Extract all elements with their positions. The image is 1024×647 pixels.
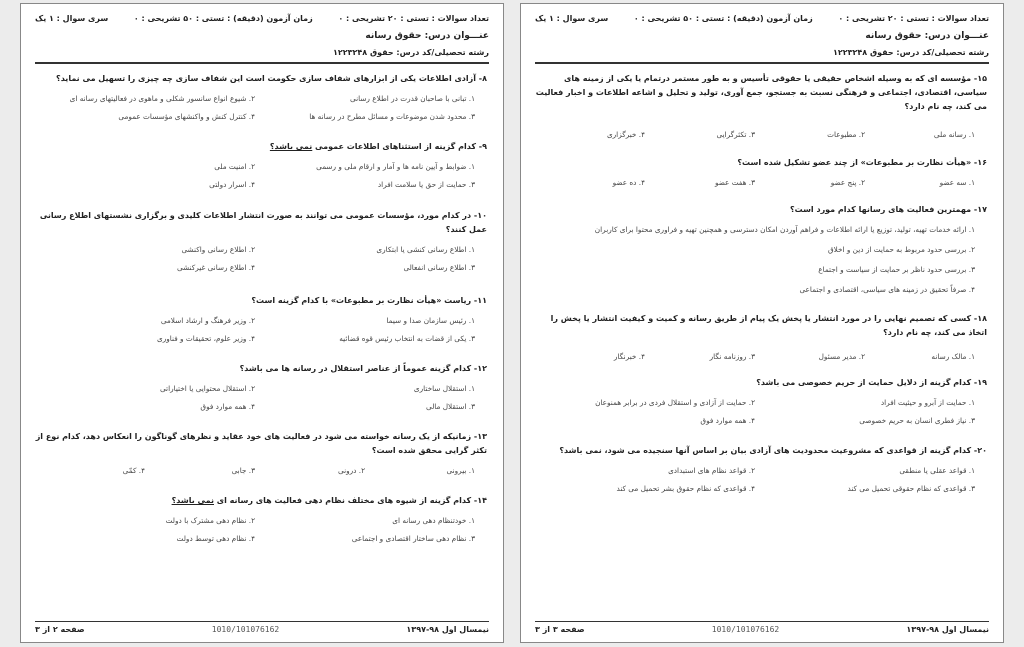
question-15 bbox=[535, 72, 987, 142]
question-text: ۱۱- ریاست «هیأت نظارت بر مطبوعات» با کدام گزینه است؟ bbox=[251, 296, 487, 305]
question-text: ۱۳- زمانیکه از یک رسانه خواسته می شود در فعالیت های خود عقاید و نظرهای گوناگون را انعکاس دهد، کدام نوع از تکثر گرایی محقق شده است؟ bbox=[35, 432, 487, 455]
question-10 bbox=[35, 209, 487, 275]
option-4[interactable]: ۴. همه موارد فوق bbox=[200, 402, 255, 411]
option-4[interactable]: ۴. کمّی bbox=[122, 466, 145, 475]
question-text: ۹- کدام گزینه از استثناهای اطلاعات عمومی نمی باشد؟ bbox=[269, 142, 487, 151]
exam-time: زمان آزمون (دقیقه) : تستی : ۵۰ تشریحی : ۰ bbox=[133, 14, 313, 23]
question-text: ۱۵- مؤسسه ای که به وسیله اشخاص حقیقی یا حقوقی تأسیس و به طور مستمر درتمام یا یکی از زمینه های سیاسی، اقتصادی، اجتماعی و فرهنگی نسبت به جستجو، جمع آوری، تولید و تحلیل و اشاعه اطلاعات و اخبار فعالیت می کند، چه نام دارد؟ bbox=[535, 74, 987, 111]
option-1[interactable]: ۱. ضوابط و آیین نامه ها و آمار و ارقام ملی و رسمی bbox=[316, 162, 475, 171]
page-number: صفحه ۳ از ۳ bbox=[535, 624, 585, 634]
option-3[interactable]: ۳. استقلال مالی bbox=[425, 402, 475, 411]
option-1[interactable]: ۱. رسانه ملی bbox=[933, 130, 975, 139]
question-series: سری سوال : ۱ یک bbox=[535, 14, 609, 23]
option-3[interactable]: ۳. یکی از قضات به انتخاب رئیس قوه قضائیه bbox=[339, 334, 475, 343]
exam-page-3 bbox=[520, 3, 1004, 643]
page-number: صفحه ۲ از ۳ bbox=[35, 624, 85, 634]
question-text: ۱۶- «هیأت نظارت بر مطبوعات» از چند عضو تشکیل شده است؟ bbox=[737, 158, 987, 167]
option-2[interactable]: ۲. مطبوعات bbox=[827, 130, 865, 139]
option-2[interactable]: ۲. وزیر فرهنگ و ارشاد اسلامی bbox=[160, 316, 255, 325]
course-title: عنـــوان درس: حقوق رسانه bbox=[865, 30, 989, 41]
option-3[interactable]: ۳. روزنامه نگار bbox=[709, 352, 755, 361]
question-count: تعداد سوالات : تستی : ۲۰ تشریحی : ۰ bbox=[838, 14, 989, 23]
negation-emphasis: نمی باشد؟ bbox=[269, 142, 313, 151]
option-2[interactable]: ۲. درونی bbox=[338, 466, 365, 475]
option-4[interactable]: ۴. خبرنگار bbox=[613, 352, 645, 361]
question-series: سری سوال : ۱ یک bbox=[35, 14, 109, 23]
question-13 bbox=[35, 430, 487, 478]
option-3[interactable]: ۳. جابی bbox=[231, 466, 255, 475]
question-12 bbox=[35, 362, 487, 414]
option-4[interactable]: ۴. همه موارد فوق bbox=[700, 416, 755, 425]
exam-page-2 bbox=[20, 3, 504, 643]
option-3[interactable]: ۳. نیاز فطری انسان به حریم خصوصی bbox=[859, 416, 975, 425]
option-3[interactable]: ۳. بررسی حدود ناظر بر حمایت از سیاست و اجتماع bbox=[818, 265, 975, 274]
question-text: ۱۲- کدام گزینه عموماً از عناصر استقلال در رسانه ها می باشد؟ bbox=[239, 364, 487, 373]
option-3[interactable]: ۳. هفت عضو bbox=[714, 178, 755, 187]
question-text: ۱۴- کدام گزینه از شیوه های مختلف نظام دهی فعالیت های رسانه ای نمی باشد؟ bbox=[171, 496, 487, 505]
option-4[interactable]: ۴. اطلاع رسانی غیرکنشی bbox=[176, 263, 255, 272]
question-text: ۱۸- کسی که تصمیم نهایی را در مورد انتشار یا پخش یک پیام از طریق رسانه و کمیت و کیفیت انتشار یا پخش را اتخاذ می کند، چه نام دارد؟ bbox=[550, 314, 987, 337]
term-label: نیمسال اول ۹۸-۱۳۹۷ bbox=[906, 624, 989, 634]
option-1[interactable]: ۱. اطلاع رسانی کنشی یا ابتکاری bbox=[376, 245, 475, 254]
option-3[interactable]: ۳. حمایت از حق یا سلامت افراد bbox=[377, 180, 475, 189]
question-19 bbox=[535, 376, 987, 428]
option-4[interactable]: ۴. خبرگزاری bbox=[606, 130, 645, 139]
question-text: ۸- آزادی اطلاعات یکی از ابزارهای شفاف سازی حکومت است این شفاف سازی چه چیزی را تسهیل می نماید؟ bbox=[56, 74, 487, 83]
option-1[interactable]: ۱. استقلال ساختاری bbox=[413, 384, 475, 393]
page-footer bbox=[35, 621, 489, 636]
course-title: عنـــوان درس: حقوق رسانه bbox=[365, 30, 489, 41]
course-field: رشته تحصیلی/کد درس: حقوق ۱۲۲۳۲۴۸ bbox=[332, 48, 489, 57]
question-9 bbox=[35, 140, 487, 192]
course-field: رشته تحصیلی/کد درس: حقوق ۱۲۲۳۲۴۸ bbox=[832, 48, 989, 57]
option-4[interactable]: ۴. نظام دهی توسط دولت bbox=[176, 534, 255, 543]
question-16 bbox=[535, 156, 987, 190]
option-2[interactable]: ۲. اطلاع رسانی واکنشی bbox=[181, 245, 255, 254]
option-4[interactable]: ۴. کنترل کنش و واکنشهای مؤسسات عمومی bbox=[118, 112, 255, 121]
option-1[interactable]: ۱. تبانی با صاحبان قدرت در اطلاع رسانی bbox=[349, 94, 475, 103]
option-2[interactable]: ۲. قواعد نظام های استبدادی bbox=[668, 466, 755, 475]
page-header bbox=[535, 10, 989, 64]
question-17 bbox=[535, 203, 987, 297]
option-2[interactable]: ۲. بررسی حدود مربوط به حمایت از دین و اخلاق bbox=[827, 245, 975, 254]
option-1[interactable]: ۱. بیرونی bbox=[446, 466, 475, 475]
page-header bbox=[35, 10, 489, 64]
question-18 bbox=[535, 312, 987, 364]
option-4[interactable]: ۴. ده عضو bbox=[612, 178, 645, 187]
question-20 bbox=[535, 444, 987, 496]
option-4[interactable]: ۴. وزیر علوم، تحقیقات و فناوری bbox=[157, 334, 255, 343]
option-1[interactable]: ۱. خودتنظام دهی رسانه ای bbox=[392, 516, 475, 525]
option-3[interactable]: ۳. محدود شدن موضوعات و مسائل مطرح در رسانه ها bbox=[309, 112, 475, 121]
negation-emphasis: نمی باشد؟ bbox=[171, 496, 214, 505]
option-3[interactable]: ۳. اطلاع رسانی انفعالی bbox=[403, 263, 475, 272]
question-count: تعداد سوالات : تستی : ۲۰ تشریحی : ۰ bbox=[338, 14, 489, 23]
question-text: ۱۹- کدام گزینه از دلایل حمایت از حریم خصوصی می باشد؟ bbox=[756, 378, 987, 387]
option-2[interactable]: ۲. حمایت از آزادی و استقلال فردی در برابر همنوعان bbox=[595, 398, 755, 407]
option-2[interactable]: ۲. نظام دهی مشترک با دولت bbox=[165, 516, 255, 525]
option-1[interactable]: ۱. حمایت از آبرو و حیثیت افراد bbox=[880, 398, 975, 407]
option-4[interactable]: ۴. اسرار دولتی bbox=[209, 180, 255, 189]
option-2[interactable]: ۲. مدیر مسئول bbox=[818, 352, 865, 361]
option-2[interactable]: ۲. شیوع انواع سانسور شکلی و ماهوی در فعالیتهای رسانه ای bbox=[69, 94, 255, 103]
option-3[interactable]: ۳. تکثرگرایی bbox=[716, 130, 755, 139]
question-8 bbox=[35, 72, 487, 124]
question-14 bbox=[35, 494, 487, 546]
option-1[interactable]: ۱. مالک رسانه bbox=[931, 352, 975, 361]
option-2[interactable]: ۲. پنج عضو bbox=[830, 178, 865, 187]
exam-code: 1010/101076162 bbox=[211, 624, 280, 634]
option-4[interactable]: ۴. قواعدی که نظام حقوق بشر تحمیل می کند bbox=[616, 484, 755, 493]
term-label: نیمسال اول ۹۸-۱۳۹۷ bbox=[406, 624, 489, 634]
option-1[interactable]: ۱. سه عضو bbox=[939, 178, 975, 187]
option-2[interactable]: ۲. امنیت ملی bbox=[214, 162, 255, 171]
option-4[interactable]: ۴. صرفاً تحقیق در زمینه های سیاسی، اقتصادی و اجتماعی bbox=[799, 285, 975, 294]
exam-code: 1010/101076162 bbox=[711, 624, 780, 634]
page-footer bbox=[535, 621, 989, 636]
question-text: ۱۷- مهمترین فعالیت های رسانها کدام مورد است؟ bbox=[789, 205, 987, 214]
question-text: ۱۰- در کدام مورد، مؤسسات عمومی می توانند به صورت انتشار اطلاعات کلیدی و برگزاری نشستهای اطلاع رسانی عمل کنند؟ bbox=[39, 211, 487, 234]
option-3[interactable]: ۳. قواعدی که نظام حقوقی تحمیل می کند bbox=[847, 484, 975, 493]
option-3[interactable]: ۳. نظام دهی ساختار اقتصادی و اجتماعی bbox=[351, 534, 475, 543]
option-1[interactable]: ۱. ارائه خدمات تهیه، تولید، توزیع یا ارائه اطلاعات و فراهم آوردن امکان دسترسی و همچنین تهیه و فراوری محتوا برای کاربران bbox=[594, 225, 975, 234]
option-1[interactable]: ۱. قواعد عقلی یا منطقی bbox=[899, 466, 975, 475]
exam-time: زمان آزمون (دقیقه) : تستی : ۵۰ تشریحی : ۰ bbox=[633, 14, 813, 23]
question-text: ۲۰- کدام گزینه از قواعدی که مشروعیت محدودیت های آزادی بیان بر اساس آنها سنجیده می شود، نمی باشد؟ bbox=[559, 446, 987, 455]
option-1[interactable]: ۱. رئیس سازمان صدا و سیما bbox=[386, 316, 475, 325]
question-11 bbox=[35, 294, 487, 346]
option-2[interactable]: ۲. استقلال محتوایی یا اختیاراتی bbox=[159, 384, 255, 393]
